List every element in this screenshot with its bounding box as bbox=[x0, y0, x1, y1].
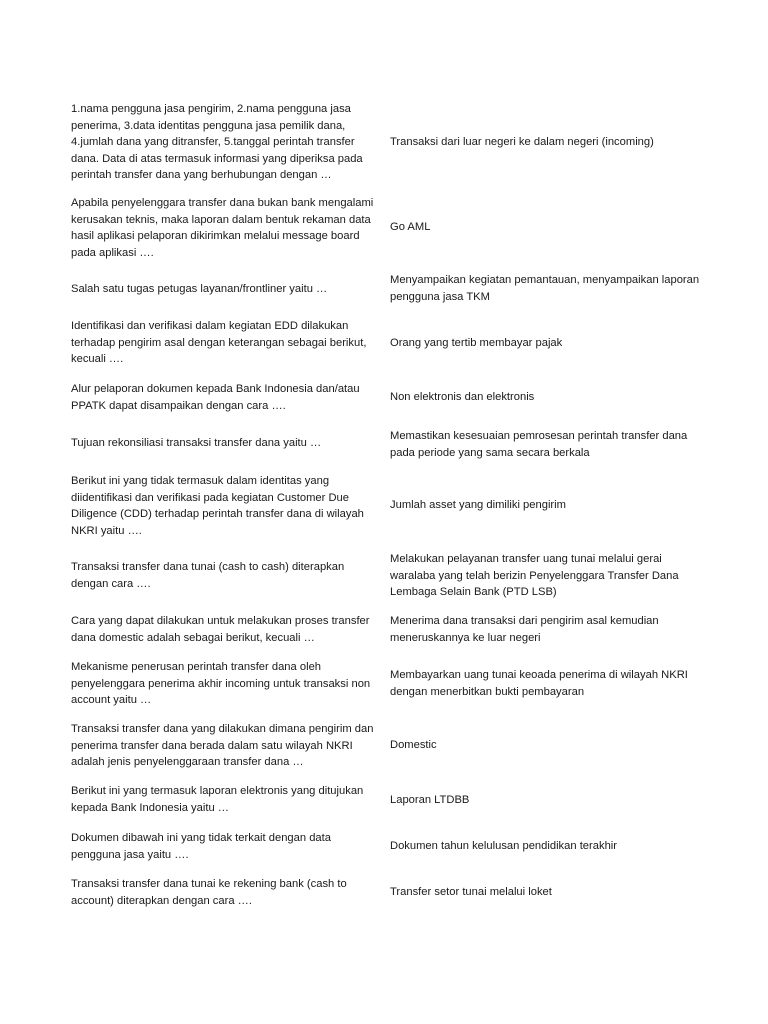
answer-text: Non elektronis dan elektronis bbox=[390, 391, 535, 403]
question-text: Dokumen dibawah ini yang tidak terkait dengan data pengguna jasa yaitu …. bbox=[71, 832, 331, 861]
question-text: Apabila penyelenggara transfer dana bukan bank mengalami kerusakan teknis, maka laporan dalam bentuk rekaman data hasil aplikasi pelaporan dikirimkan melalui message board pada aplikasi …. bbox=[71, 197, 374, 259]
answer-text: Laporan LTDBB bbox=[390, 794, 470, 806]
question-text: Mekanisme penerusan perintah transfer dana oleh penyelenggara penerima akhir incoming untuk transaksi non account yaitu … bbox=[71, 661, 371, 706]
answer-text: Dokumen tahun kelulusan pendidikan terakhir bbox=[390, 840, 618, 852]
answer-text: Transfer setor tunai melalui loket bbox=[390, 886, 552, 898]
question-text: Berikut ini yang tidak termasuk dalam identitas yang diidentifikasi dan verifikasi pada kegiatan Customer Due Diligence (CDD) terhadap perintah transfer dana di wilayah NKRI yaitu …. bbox=[71, 475, 364, 537]
question-text: Berikut ini yang termasuk laporan elektronis yang ditujukan kepada Bank Indonesia yaitu … bbox=[71, 785, 364, 814]
answer-text: Go AML bbox=[390, 221, 431, 233]
question-text: Cara yang dapat dilakukan untuk melakukan proses transfer dana domestic adalah sebagai berikut, kecuali … bbox=[71, 615, 370, 644]
question-text: Salah satu tugas petugas layanan/frontliner yaitu … bbox=[71, 283, 328, 295]
question-text: Alur pelaporan dokumen kepada Bank Indonesia dan/atau PPATK dapat disampaikan dengan cara …. bbox=[71, 383, 360, 412]
answer-text: Jumlah asset yang dimiliki pengirim bbox=[390, 499, 566, 511]
answer-text: Menerima dana transaksi dari pengirim asal kemudian meneruskannya ke luar negeri bbox=[390, 615, 659, 644]
answer-text: Transaksi dari luar negeri ke dalam negeri (incoming) bbox=[390, 136, 654, 148]
question-text: Transaksi transfer dana yang dilakukan dimana pengirim dan penerima transfer dana berada dalam satu wilayah NKRI adalah jenis penyelenggaraan transfer dana … bbox=[71, 723, 374, 768]
answer-text: Orang yang tertib membayar pajak bbox=[390, 337, 563, 349]
question-text: Transaksi transfer dana tunai ke rekening bank (cash to account) diterapkan dengan cara …. bbox=[71, 878, 347, 907]
answer-text: Domestic bbox=[390, 739, 437, 751]
question-text: 1.nama pengguna jasa pengirim, 2.nama pengguna jasa penerima, 3.data identitas pengguna jasa pemilik dana, 4.jumlah dana yang ditransfer, 5.tanggal perintah transfer dana. Data di atas termasuk informasi yang diperiksa pada perintah transfer dana yang berhubungan dengan … bbox=[71, 103, 363, 181]
answer-text: Menyampaikan kegiatan pemantauan, menyampaikan laporan pengguna jasa TKM bbox=[390, 274, 700, 303]
question-text: Identifikasi dan verifikasi dalam kegiatan EDD dilakukan terhadap pengirim asal dengan keterangan sebagai berikut, kecuali …. bbox=[71, 320, 367, 365]
answer-text: Memastikan kesesuaian pemrosesan perintah transfer dana pada periode yang sama secara berkala bbox=[390, 430, 688, 459]
question-text: Tujuan rekonsiliasi transaksi transfer dana yaitu … bbox=[71, 437, 322, 449]
question-text: Transaksi transfer dana tunai (cash to cash) diterapkan dengan cara …. bbox=[71, 561, 345, 590]
answer-text: Membayarkan uang tunai keoada penerima di wilayah NKRI dengan menerbitkan bukti pembayaran bbox=[390, 669, 688, 698]
answer-text: Melakukan pelayanan transfer uang tunai melalui gerai waralaba yang telah berizin Penyelenggara Transfer Dana Lembaga Selain Bank (PTD LSB) bbox=[390, 553, 679, 598]
